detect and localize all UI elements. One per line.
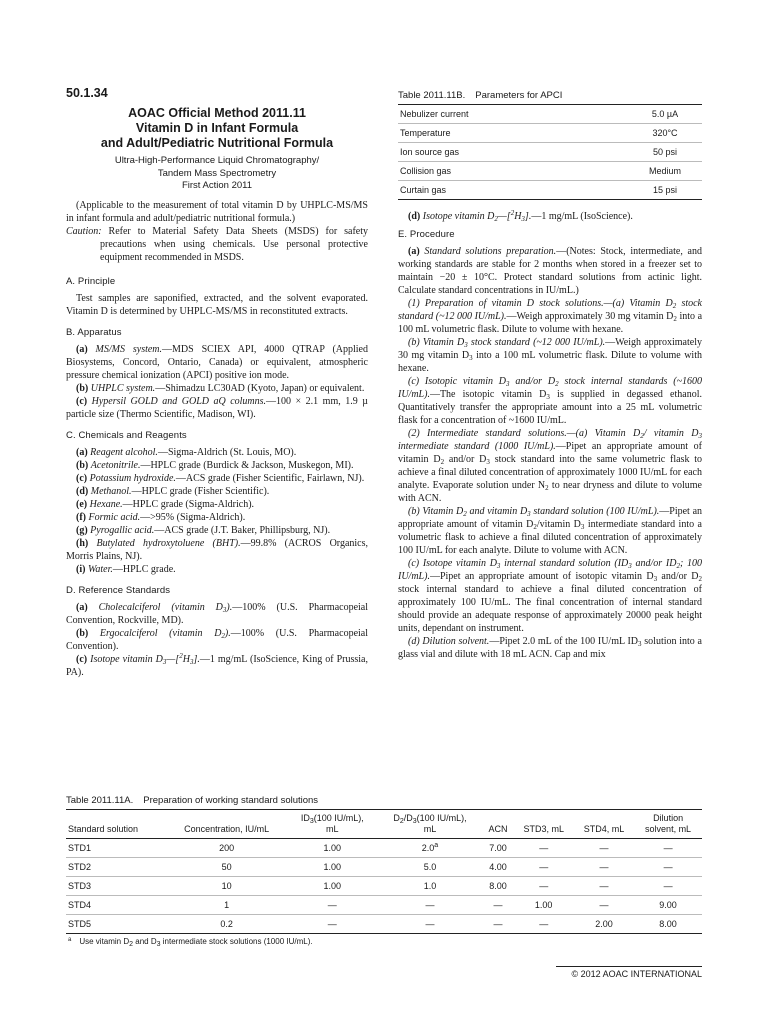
method-title — [66, 106, 368, 151]
table-cell-std4: — — [574, 896, 634, 915]
table-cell-acn: 4.00 — [482, 858, 513, 877]
chemical-item: (h) Butylated hydroxytoluene (BHT).—99.8% (ACROS Organics, Morris Plains, NJ). — [66, 537, 368, 562]
chemical-item: (d) Methanol.—HPLC grade (Fisher Scientific). — [76, 485, 270, 497]
left-column — [66, 86, 368, 679]
col-header: ACN — [482, 810, 513, 839]
table-cell-id3: — — [287, 896, 378, 915]
table-cell-std3: — — [514, 839, 574, 858]
table-row — [66, 877, 702, 896]
table-row — [398, 162, 702, 181]
table-row — [398, 181, 702, 200]
table-cell-dil: — — [634, 839, 702, 858]
table-cell-std3: — — [514, 858, 574, 877]
method-subtitle-line: Ultra-High-Performance Liquid Chromatography/ — [114, 155, 320, 166]
col-header: Dilution solvent, mL — [634, 810, 702, 839]
table-cell-std4: — — [574, 858, 634, 877]
procedure-step: (c) Isotopic vitamin $D_3$ and/or $D_2$ stock internal standards (~1600 IU/mL).—The isotopic vitamin $D_3$ is supplied in degassed ethanol. Quantitatively transfer the appropriate amount into a 25 mL volumetric flask for a concentration of ~1600 IU/mL. — [398, 376, 702, 426]
procedure-step: (b) Vitamin $D_2$ and vitamin $D_3$ standard solution (100 IU/mL).—Pipet an appropriate amount of vitamin $D_2$/vitamin $D_3$ intermediate standard into a volumetric flask to achieve a final diluted concentration of approximately 100 IU/mL for each analyte. Dilute to volume with ACN. — [398, 506, 703, 556]
table-cell-std3: — — [539, 919, 549, 929]
section-heading-principle: A. Principle — [66, 275, 116, 287]
chemical-item: (g) Pyrogallic acid.—ACS grade (J.T. Baker, Phillipsburg, NJ). — [76, 524, 331, 536]
method-subtitle-line: Tandem Mass Spectrometry — [157, 167, 277, 179]
section-heading-chemicals: C. Chemicals and Reagents — [66, 429, 187, 441]
procedure-step: (d) Dilution solvent.—Pipet 2.0 mL of the 100 IU/mL $ID_3$ solution into a glass vial and dilute with 18 mL ACN. Cap and mix — [398, 636, 702, 660]
param-value-cell: 5.0 µA — [628, 105, 702, 124]
procedure-step: (1) Preparation of vitamin D stock solutions.—(a) Vitamin $D_2$ stock standard (~12 000 IU/mL).—Weigh approximately 30 mg vitamin $D_2$ into a 100 mL volumetric flask. Dilute to volume with hexane. — [398, 298, 703, 335]
method-title-line: AOAC Official Method 2011.11 — [128, 106, 306, 120]
param-name-cell: Nebulizer current — [398, 105, 628, 124]
right-column — [398, 90, 702, 661]
procedure-step: (2) Intermediate standard solutions.—(a) Vitamin $D_2/$ vitamin $D_3$ intermediate standard (1000 IU/mL).—Pipet an appropriate amount of vitamin $D_2$ and/or $D_3$ stock standard into the same volumetric flask to achieve a final diluted concentration of approximately 1000 IU/mL for each analyte. Evaporate solution under $N_2$ to near dryness and dilute to volume with ACN. — [398, 428, 702, 504]
apparatus-item: (b) UHPLC system.—Shimadzu LC30AD (Kyoto, Japan) or equivalent. — [76, 382, 365, 394]
caution-text: Refer to Material Safety Data Sheets (MSDS) for safety precautions when using chemicals. Use personal protective equipment recommended in MSDS. — [100, 225, 369, 263]
procedure-intro: (a) Standard solutions preparation.—(Notes: Stock, intermediate, and working standards are stable for 2 months when stored in a freezer set to maintain −20 ± 10°C. Protect standard solutions from actinic light. Calculate standard concentrations in IU/mL.) — [398, 246, 702, 296]
working-standards-table — [66, 809, 702, 934]
table-cell-std: STD1 — [66, 839, 166, 858]
col-header: Standard solution — [66, 810, 166, 839]
table-cell-d2d3: — — [378, 896, 483, 915]
section-number: 50.1.34 — [66, 86, 108, 100]
table-cell-conc: 1 — [166, 896, 287, 915]
apci-parameters-table — [398, 104, 702, 200]
table-cell-dil: — — [634, 858, 702, 877]
param-value-cell: 320°C — [628, 124, 702, 143]
chemical-item: (i) Water.—HPLC grade. — [76, 563, 176, 575]
chemical-item: (f) Formic acid.—>95% (Sigma-Aldrich). — [76, 511, 246, 523]
table-cell-d2d3: 2.0$^a$ — [378, 839, 483, 858]
table-row — [66, 858, 702, 877]
table-cell-std4: — — [574, 877, 634, 896]
table-row — [398, 105, 702, 124]
table-row — [66, 839, 702, 858]
table-cell-id3: 1.00 — [287, 858, 378, 877]
table-cell-dil: — — [634, 877, 702, 896]
table-cell-std: STD4 — [66, 896, 166, 915]
param-name-cell: Temperature — [398, 124, 628, 143]
table-cell-acn: — — [482, 896, 513, 915]
table-cell-std4: — — [574, 839, 634, 858]
procedure-step: (c) Isotope vitamin $D_3$ internal standard solution ($ID_3$ and/or $ID_2$; 100 IU/mL).—Pipet an appropriate amount of isotopic vitamin $D_3$ and/or $D_2$ stock internal standard to achieve a final diluted concentration of approximately 100 IU/mL. The final concentration of internal standard should provide an adequate response of approximately 20000 peak height units, dependant on instrument. — [398, 558, 702, 634]
chemical-item: (a) Reagent alcohol.—Sigma-Aldrich (St. Louis, MO). — [76, 446, 297, 458]
table-cell-d2d3: 5.0 — [378, 858, 483, 877]
section-heading-reference: D. Reference Standards — [66, 584, 171, 596]
table-row — [398, 143, 702, 162]
apparatus-item: (c) Hypersil GOLD and GOLD aQ columns.—100 × 2.1 mm, 1.9 µ particle size (Thermo Scientific, Madison, WI). — [66, 395, 368, 420]
principle-text: Test samples are saponified, extracted, and the solvent evaporated. Vitamin D is determined by UHPLC-MS/MS in reconstituted extracts. — [66, 292, 368, 317]
chemical-item: (c) Potassium hydroxide.—ACS grade (Fisher Scientific, Fairlawn, NJ). — [76, 472, 365, 484]
table-cell-id3: 1.00 — [287, 839, 378, 858]
caution-statement — [66, 225, 368, 264]
param-value-cell: Medium — [628, 162, 702, 181]
section-heading-procedure: E. Procedure — [398, 229, 455, 240]
param-name-cell: Ion source gas — [398, 143, 628, 162]
table-cell-acn: — — [493, 919, 503, 929]
method-subtitle — [66, 155, 368, 193]
reference-item: (c) Isotope vitamin $D_3—[^2H_3].—1$ mg/mL (IsoScience, King of Prussia, PA). — [66, 651, 368, 678]
table-cell-conc: 0.2 — [220, 919, 233, 929]
table-cell-acn: 7.00 — [482, 839, 513, 858]
reference-item: (d) Isotope vitamin $D_2—[^2H_3].—1$ mg/mL (IsoScience). — [408, 209, 633, 223]
table-cell-std: STD2 — [66, 858, 166, 877]
table-footnote: $^a$ Use vitamin $D_2$ and $D_3$ intermediate stock solutions (1000 IU/mL). — [68, 937, 313, 948]
section-heading-apparatus: B. Apparatus — [66, 326, 122, 338]
table-cell-id3: — — [327, 919, 337, 929]
table-header-row — [66, 810, 702, 839]
table-cell-std: STD3 — [66, 877, 166, 896]
param-value-cell: 15 psi — [652, 185, 678, 195]
table-cell-conc: 50 — [166, 858, 287, 877]
method-title-line: Vitamin D in Infant Formula — [135, 121, 299, 135]
table-cell-id3: 1.00 — [287, 877, 378, 896]
chemical-item: (b) Acetonitrile.—HPLC grade (Burdick & Jackson, Muskegon, MI). — [76, 459, 354, 471]
col-header: Concentration, IU/mL — [166, 810, 287, 839]
table-cell-d2d3: 1.0 — [378, 877, 483, 896]
procedure-step: (b) Vitamin $D_3$ stock standard (~12 000 IU/mL).—Weigh approximately 30 mg vitamin $D_3$ into a 100 mL volumetric flask. Dilute to volume with hexane. — [398, 337, 702, 374]
param-value-cell: 50 psi — [628, 143, 702, 162]
col-header: $D_2/D_3(100$ IU/mL), mL — [378, 810, 483, 839]
applicability-statement: (Applicable to the measurement of total vitamin D by UHPLC-MS/MS in infant formula and adult/pediatric nutritional formula.) — [66, 199, 368, 224]
table-row — [398, 124, 702, 143]
col-header: STD3, mL — [514, 810, 574, 839]
param-name-cell: Curtain gas — [400, 185, 447, 195]
apci-table-caption: Table 2011.11B. Parameters for APCI — [398, 90, 563, 101]
chemical-item: (e) Hexane.—HPLC grade (Sigma-Aldrich). — [76, 498, 255, 510]
table-cell-conc: 200 — [166, 839, 287, 858]
table-cell-std3: 1.00 — [514, 896, 574, 915]
table-row — [66, 896, 702, 915]
table-cell-d2d3: — — [425, 919, 435, 929]
table-cell-dil: 9.00 — [634, 896, 702, 915]
method-title-line: and Adult/Pediatric Nutritional Formula — [100, 136, 334, 150]
table-cell-conc: 10 — [166, 877, 287, 896]
table-cell-std4: 2.00 — [595, 919, 613, 929]
copyright-footer: © 2012 AOAC INTERNATIONAL — [556, 966, 702, 979]
working-standards-block — [66, 795, 702, 946]
method-subtitle-line: First Action 2011 — [181, 180, 253, 191]
apparatus-item: (a) MS/MS system.—MDS SCIEX API, 4000 QTRAP (Applied Biosystems, Concord, Ontario, Canada) or equivalent, atmospheric pressure chemical ionization (APCI) positive ion mode. — [66, 343, 368, 381]
table-cell-std: STD5 — [68, 919, 92, 929]
table-cell-std3: — — [514, 877, 574, 896]
working-table-caption: Table 2011.11A. Preparation of working standard solutions — [66, 795, 319, 806]
table-row — [66, 915, 702, 934]
col-header: $ID_3(100$ IU/mL), mL — [287, 810, 378, 839]
reference-item: (a) Cholecalciferol (vitamin $D_3).—100\%$ (U.S. Pharmacopeial Convention, Rockville, MD). — [66, 601, 368, 626]
col-header: STD4, mL — [574, 810, 634, 839]
table-cell-acn: 8.00 — [482, 877, 513, 896]
table-cell-dil: 8.00 — [659, 919, 677, 929]
param-name-cell: Collision gas — [398, 162, 628, 181]
caution-label: Caution: — [66, 225, 102, 237]
reference-item: (b) Ergocalciferol (vitamin $D_2).—100\%$ (U.S. Pharmacopeial Convention). — [66, 627, 368, 652]
